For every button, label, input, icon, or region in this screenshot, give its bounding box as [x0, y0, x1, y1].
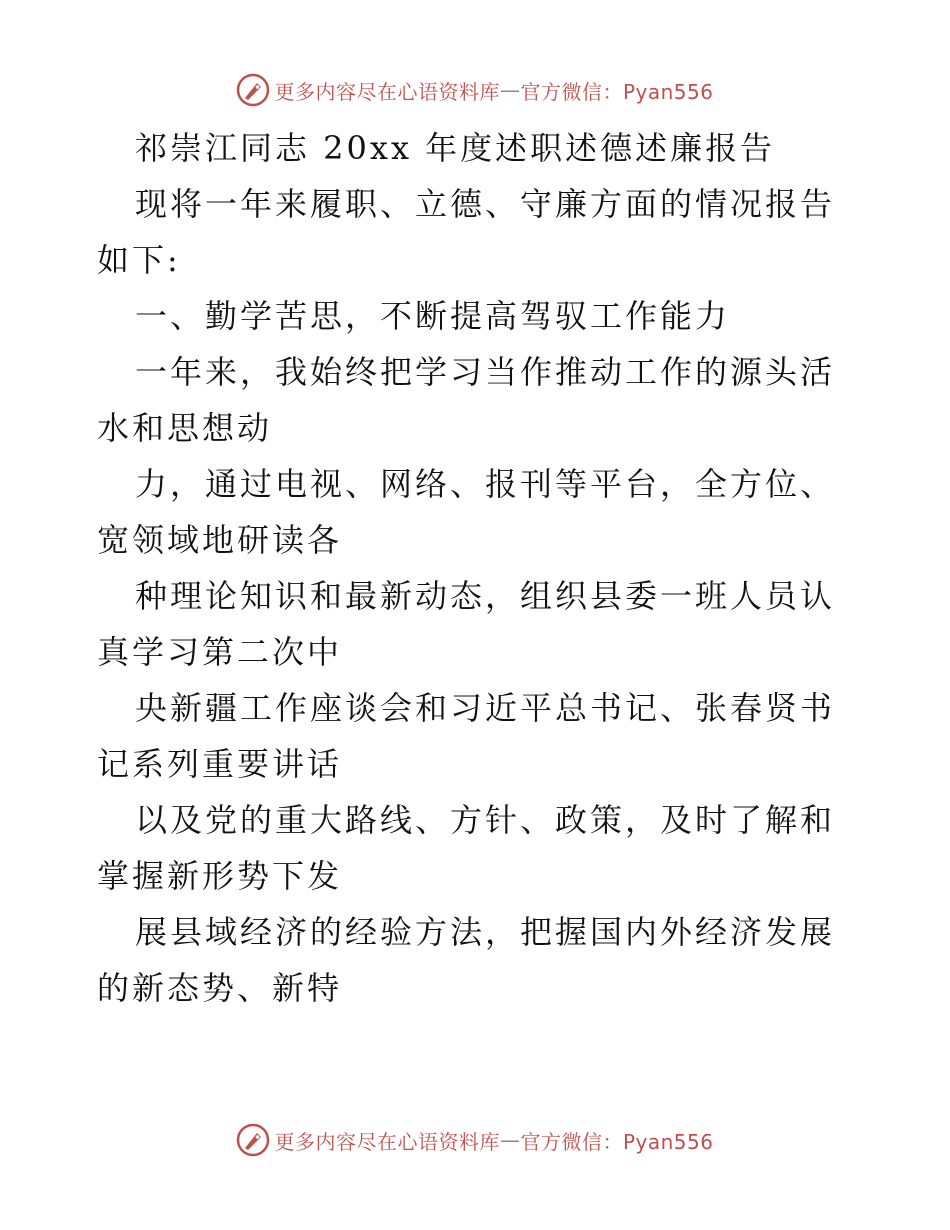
banner-separator: — [499, 78, 521, 102]
section-heading: 一、勤学苦思，不断提高驾驭工作能力 [135, 297, 731, 335]
document-title: 祁崇江同志 20xx 年度述职述德述廉报告 [135, 129, 776, 167]
header-banner [0, 70, 950, 110]
footer-banner [0, 1120, 950, 1160]
document-body [97, 120, 857, 1016]
paragraph: 一年来，我始终把学习当作推动工作的源头活水和思想动 [97, 353, 836, 447]
paragraph: 现将一年来履职、立德、守廉方面的情况报告如下: [97, 185, 836, 279]
banner-wechat-id: 官方微信：Pyan556 [520, 79, 714, 104]
paragraph: 央新疆工作座谈会和习近平总书记、张春贤书记系列重要讲话 [97, 689, 836, 783]
banner-separator: — [499, 1128, 521, 1152]
pen-nib-logo-icon [236, 73, 270, 107]
paragraph: 力，通过电视、网络、报刊等平台，全方位、宽领域地研读各 [97, 465, 836, 559]
paragraph: 种理论知识和最新动态，组织县委一班人员认真学习第二次中 [97, 577, 836, 671]
banner-site-name: 更多内容尽在心语资料库 [274, 1129, 500, 1154]
pen-nib-logo-icon [236, 1123, 270, 1157]
paragraph: 以及党的重大路线、方针、政策，及时了解和掌握新形势下发 [97, 801, 836, 895]
paragraph: 展县域经济的经验方法，把握国内外经济发展的新态势、新特 [97, 913, 836, 1007]
banner-wechat-id: 官方微信：Pyan556 [520, 1129, 714, 1154]
banner-site-name: 更多内容尽在心语资料库 [274, 79, 500, 104]
